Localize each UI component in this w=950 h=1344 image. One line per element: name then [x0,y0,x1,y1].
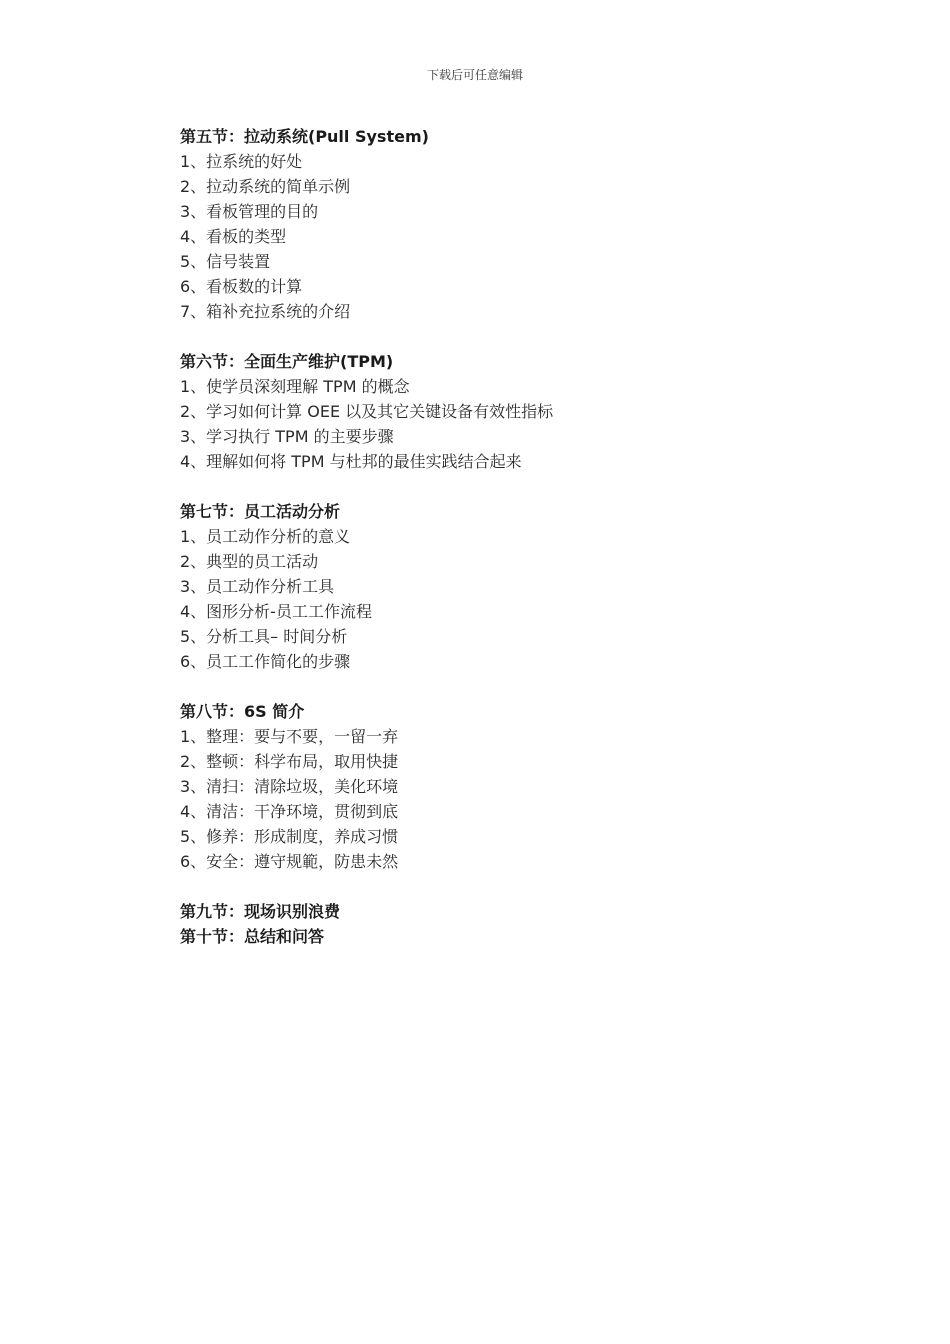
list-item: 2、整顿：科学布局，取用快捷 [180,752,399,771]
list-item: 2、典型的员工活动 [180,552,319,571]
list-item: 3、员工动作分析工具 [180,577,335,596]
section-title: 第七节：员工活动分析 [180,502,341,521]
list-item: 2、学习如何计算 OEE 以及其它关键设备有效性指标 [180,402,554,421]
section-9 [180,899,820,924]
list-item: 3、看板管理的目的 [180,202,319,221]
section-10 [180,924,820,949]
section-title: 第五节：拉动系统(Pull System) [180,127,429,146]
list-item: 6、安全：遵守规範，防患未然 [180,852,399,871]
list-item: 1、拉系统的好处 [180,152,303,171]
section-title: 第八节：6S 简介 [180,702,305,721]
section-7 [180,499,820,674]
section-6 [180,349,820,474]
list-item: 5、分析工具– 时间分析 [180,627,348,646]
list-item: 6、看板数的计算 [180,277,303,296]
section-title: 第十节：总结和问答 [180,927,325,946]
list-item: 7、箱补充拉系统的介绍 [180,302,351,321]
list-item: 4、清洁：干净环境，贯彻到底 [180,802,399,821]
list-item: 4、看板的类型 [180,227,287,246]
list-item: 1、员工动作分析的意义 [180,527,351,546]
section-title: 第九节：现场识别浪费 [180,902,341,921]
list-item: 3、清扫：清除垃圾，美化环境 [180,777,399,796]
list-item: 1、整理：要与不要，一留一弃 [180,727,399,746]
section-8 [180,699,820,874]
list-item: 4、理解如何将 TPM 与杜邦的最佳实践结合起来 [180,452,522,471]
list-item: 5、修养：形成制度，养成习惯 [180,827,399,846]
list-item: 4、图形分析-员工工作流程 [180,602,372,621]
section-title: 第六节：全面生产维护(TPM) [180,352,394,371]
list-item: 1、使学员深刻理解 TPM 的概念 [180,377,410,396]
list-item: 5、信号装置 [180,252,271,271]
page-header-note: 下载后可任意编辑 [426,68,523,82]
list-item: 3、学习执行 TPM 的主要步骤 [180,427,394,446]
section-5 [180,124,820,324]
list-item: 2、拉动系统的简单示例 [180,177,351,196]
document-body [180,124,820,949]
list-item: 6、员工工作简化的步骤 [180,652,351,671]
